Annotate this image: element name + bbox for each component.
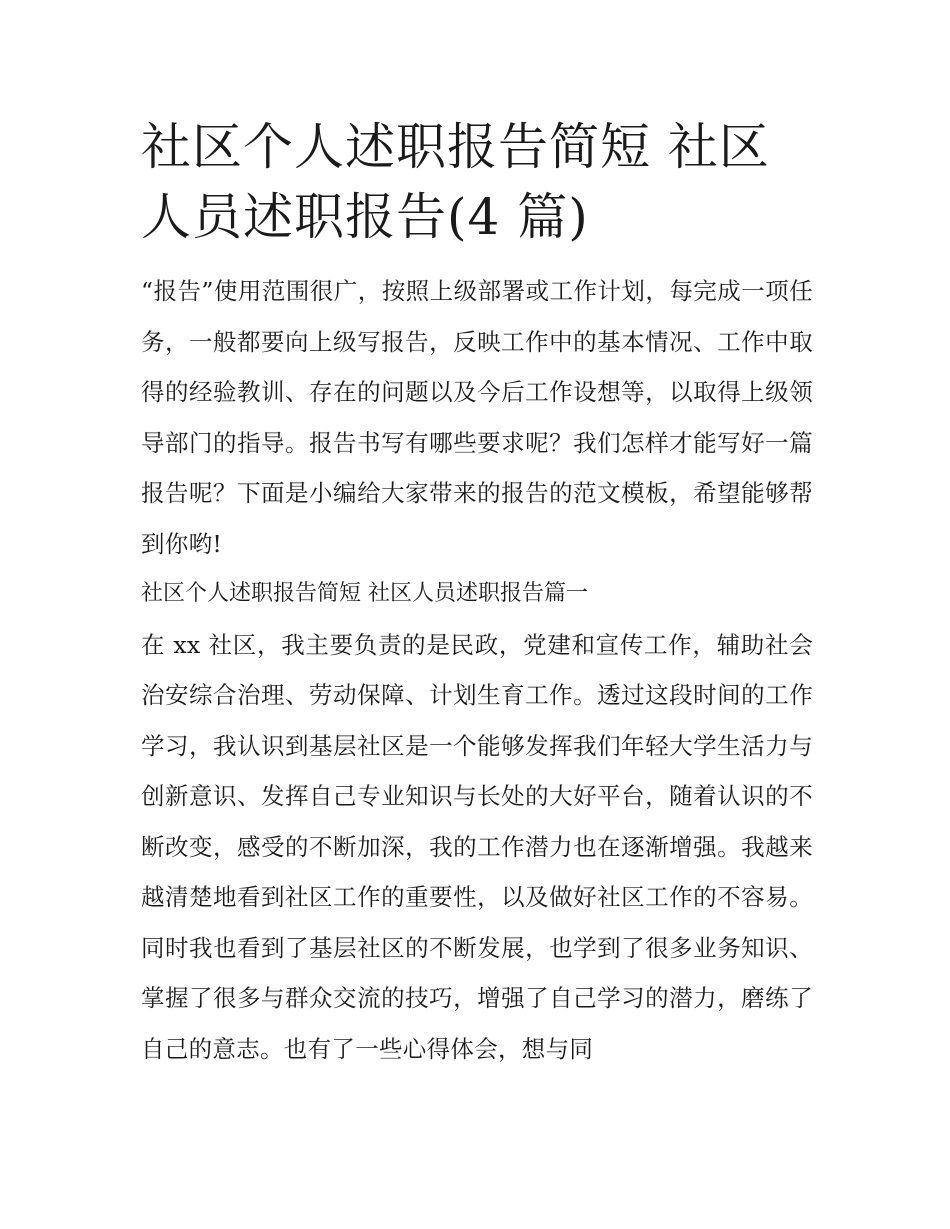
section-heading: 社区个人述职报告简短 社区人员述职报告篇一 xyxy=(141,581,588,606)
document-content xyxy=(141,112,813,1074)
document-title: 社区个人述职报告简短 社区人员述职报告(4 篇) xyxy=(141,118,770,246)
body-paragraph: 在 xx 社区，我主要负责的是民政，党建和宣传工作，辅助社会治安综合治理、劳动保障、计划生育工作。透过这段时间的工作学习，我认识到基层社区是一个能够发挥我们年轻大学生活力与创新意识、发挥自己专业知识与长处的大好平台，随着认识的不断改变，感受的不断加深，我的工作潜力也在逐渐增强。我越来越清楚地看到社区工作的重要性，以及做好社区工作的不容易。同时我也看到了基层社区的不断发展，也学到了很多业务知识、掌握了很多与群众交流的技巧，增强了自己学习的潜力，磨练了自己的意志。也有了一些心得体会，想与同 xyxy=(141,630,813,1063)
intro-paragraph: “报告”使用范围很广，按照上级部署或工作计划，每完成一项任务，一般都要向上级写报告，反映工作中的基本情况、工作中取得的经验教训、存在的问题以及今后工作设想等，以取得上级领导部门的指导。报告书写有哪些要求呢？我们怎样才能写好一篇报告呢？下面是小编给大家带来的报告的范文模板，希望能够帮到你哟! xyxy=(141,277,813,558)
